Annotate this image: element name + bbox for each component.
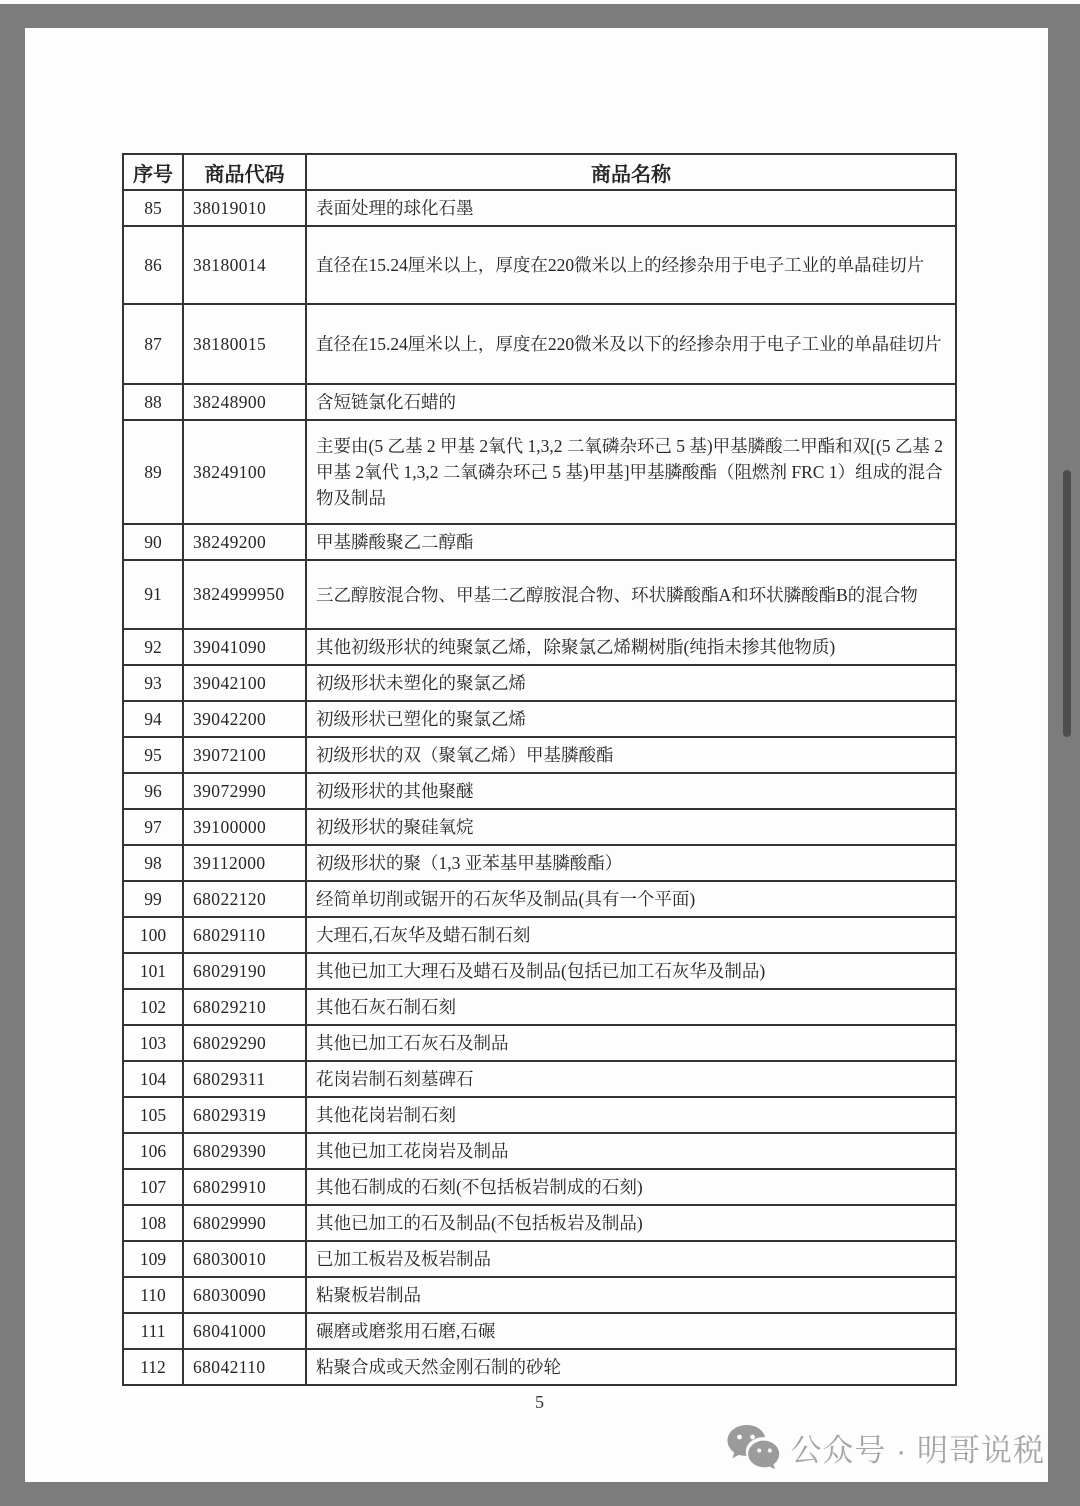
table-row (123, 524, 956, 560)
document-page (25, 28, 1048, 1482)
commodity-name-cell: 初级形状的聚（1,3 亚苯基甲基膦酸酯） (306, 845, 956, 881)
table-header-row (123, 154, 956, 190)
commodity-name-cell: 已加工板岩及板岩制品 (306, 1241, 956, 1277)
commodity-code-cell: 68042110 (183, 1349, 306, 1385)
serial-number-cell: 100 (123, 917, 183, 953)
commodity-name-cell: 大理石,石灰华及蜡石制石刻 (306, 917, 956, 953)
commodity-name-cell: 其他石制成的石刻(不包括板岩制成的石刻) (306, 1169, 956, 1205)
commodity-code-cell: 39041090 (183, 629, 306, 665)
serial-number-cell: 102 (123, 989, 183, 1025)
table-row (123, 304, 956, 384)
commodity-name-cell: 含短链氯化石蜡的 (306, 384, 956, 420)
table-row (123, 881, 956, 917)
commodity-code-cell: 68029290 (183, 1025, 306, 1061)
serial-number-cell: 107 (123, 1169, 183, 1205)
serial-number-cell: 96 (123, 773, 183, 809)
table-row (123, 1205, 956, 1241)
commodity-code-cell: 68029190 (183, 953, 306, 989)
commodity-code-cell: 38019010 (183, 190, 306, 226)
serial-number-cell: 97 (123, 809, 183, 845)
serial-number-cell: 95 (123, 737, 183, 773)
commodity-name-cell: 其他已加工花岗岩及制品 (306, 1133, 956, 1169)
table-row (123, 917, 956, 953)
commodity-name-cell: 粘聚板岩制品 (306, 1277, 956, 1313)
table-row (123, 560, 956, 629)
table-row (123, 384, 956, 420)
table-header (123, 154, 956, 190)
watermark-label: 公众号 · 明哥说税 (790, 1432, 1045, 1468)
commodity-name-cell: 其他已加工石灰石及制品 (306, 1025, 956, 1061)
serial-number-cell: 108 (123, 1205, 183, 1241)
column-header-commodity-name: 商品名称 (306, 154, 956, 190)
commodity-code-cell: 68041000 (183, 1313, 306, 1349)
serial-number-cell: 112 (123, 1349, 183, 1385)
commodity-name-cell: 甲基膦酸聚乙二醇酯 (306, 524, 956, 560)
commodity-name-cell: 初级形状已塑化的聚氯乙烯 (306, 701, 956, 737)
viewer-top-edge (0, 0, 1080, 4)
commodity-code-cell: 39042100 (183, 665, 306, 701)
serial-number-cell: 110 (123, 1277, 183, 1313)
commodity-name-cell: 直径在15.24厘米以上，厚度在220微米及以下的经掺杂用于电子工业的单晶硅切片 (306, 304, 956, 384)
serial-number-cell: 88 (123, 384, 183, 420)
commodity-name-cell: 初级形状的双（聚氧乙烯）甲基膦酸酯 (306, 737, 956, 773)
commodity-code-cell: 68030090 (183, 1277, 306, 1313)
commodity-code-cell: 68029311 (183, 1061, 306, 1097)
commodity-code-cell: 68030010 (183, 1241, 306, 1277)
table-row (123, 420, 956, 524)
table-row (123, 1061, 956, 1097)
commodity-code-cell: 38180015 (183, 304, 306, 384)
commodity-code-cell: 68029390 (183, 1133, 306, 1169)
serial-number-cell: 87 (123, 304, 183, 384)
table-row (123, 665, 956, 701)
wechat-icon (725, 1423, 781, 1471)
commodity-name-cell: 三乙醇胺混合物、甲基二乙醇胺混合物、环状膦酸酯A和环状膦酸酯B的混合物 (306, 560, 956, 629)
commodity-name-cell: 其他已加工的石及制品(不包括板岩及制品) (306, 1205, 956, 1241)
commodity-name-cell: 其他石灰石制石刻 (306, 989, 956, 1025)
serial-number-cell: 101 (123, 953, 183, 989)
commodity-name-cell: 表面处理的球化石墨 (306, 190, 956, 226)
commodity-code-cell: 38180014 (183, 226, 306, 304)
table-row (123, 1241, 956, 1277)
table-row (123, 1313, 956, 1349)
commodity-code-cell: 68029990 (183, 1205, 306, 1241)
table-row (123, 190, 956, 226)
commodity-code-cell: 68029110 (183, 917, 306, 953)
table-row (123, 989, 956, 1025)
commodity-code-cell: 39100000 (183, 809, 306, 845)
table-row (123, 845, 956, 881)
commodity-code-cell: 38249200 (183, 524, 306, 560)
table-row (123, 1277, 956, 1313)
serial-number-cell: 89 (123, 420, 183, 524)
serial-number-cell: 106 (123, 1133, 183, 1169)
commodity-name-cell: 直径在15.24厘米以上，厚度在220微米以上的经掺杂用于电子工业的单晶硅切片 (306, 226, 956, 304)
serial-number-cell: 104 (123, 1061, 183, 1097)
commodity-name-cell: 初级形状未塑化的聚氯乙烯 (306, 665, 956, 701)
serial-number-cell: 98 (123, 845, 183, 881)
commodity-table (122, 153, 957, 1386)
commodity-name-cell: 其他已加工大理石及蜡石及制品(包括已加工石灰华及制品) (306, 953, 956, 989)
commodity-name-cell: 其他初级形状的纯聚氯乙烯，除聚氯乙烯糊树脂(纯指未掺其他物质) (306, 629, 956, 665)
serial-number-cell: 99 (123, 881, 183, 917)
table-row (123, 629, 956, 665)
commodity-code-cell: 3824999950 (183, 560, 306, 629)
commodity-code-cell: 38249100 (183, 420, 306, 524)
commodity-name-cell: 碾磨或磨浆用石磨,石碾 (306, 1313, 956, 1349)
serial-number-cell: 103 (123, 1025, 183, 1061)
commodity-name-cell: 经简单切削或锯开的石灰华及制品(具有一个平面) (306, 881, 956, 917)
serial-number-cell: 109 (123, 1241, 183, 1277)
watermark (725, 1423, 1045, 1471)
table-body (123, 190, 956, 1385)
table-row (123, 953, 956, 989)
table-row (123, 1025, 956, 1061)
serial-number-cell: 93 (123, 665, 183, 701)
serial-number-cell: 85 (123, 190, 183, 226)
commodity-code-cell: 39042200 (183, 701, 306, 737)
table-row (123, 1349, 956, 1385)
scrollbar-thumb[interactable] (1063, 470, 1071, 737)
commodity-name-cell: 初级形状的其他聚醚 (306, 773, 956, 809)
table-row (123, 773, 956, 809)
serial-number-cell: 105 (123, 1097, 183, 1133)
table-row (123, 737, 956, 773)
commodity-code-cell: 39072100 (183, 737, 306, 773)
table-row (123, 1169, 956, 1205)
serial-number-cell: 111 (123, 1313, 183, 1349)
commodity-code-cell: 38248900 (183, 384, 306, 420)
serial-number-cell: 91 (123, 560, 183, 629)
commodity-name-cell: 其他花岗岩制石刻 (306, 1097, 956, 1133)
table-row (123, 1133, 956, 1169)
serial-number-cell: 86 (123, 226, 183, 304)
table-row (123, 809, 956, 845)
column-header-serial-number: 序号 (123, 154, 183, 190)
commodity-name-cell: 主要由(5 乙基 2 甲基 2氧代 1,3,2 二氧磷杂环己 5 基)甲基膦酸二甲酯和双[(5 乙基 2 甲基 2氧代 1,3,2 二氧磷杂环己 5 基)甲基]甲基膦酸酯（阻燃剂 FRC 1）组成的混合物及制品 (306, 420, 956, 524)
commodity-code-cell: 39112000 (183, 845, 306, 881)
commodity-code-cell: 39072990 (183, 773, 306, 809)
serial-number-cell: 92 (123, 629, 183, 665)
commodity-code-cell: 68022120 (183, 881, 306, 917)
commodity-name-cell: 粘聚合成或天然金刚石制的砂轮 (306, 1349, 956, 1385)
commodity-code-cell: 68029319 (183, 1097, 306, 1133)
commodity-name-cell: 花岗岩制石刻墓碑石 (306, 1061, 956, 1097)
serial-number-cell: 94 (123, 701, 183, 737)
table-row (123, 226, 956, 304)
serial-number-cell: 90 (123, 524, 183, 560)
commodity-code-cell: 68029210 (183, 989, 306, 1025)
commodity-name-cell: 初级形状的聚硅氧烷 (306, 809, 956, 845)
commodity-code-cell: 68029910 (183, 1169, 306, 1205)
column-header-commodity-code: 商品代码 (183, 154, 306, 190)
page-number: 5 (535, 1392, 544, 1412)
table-row (123, 701, 956, 737)
table-row (123, 1097, 956, 1133)
